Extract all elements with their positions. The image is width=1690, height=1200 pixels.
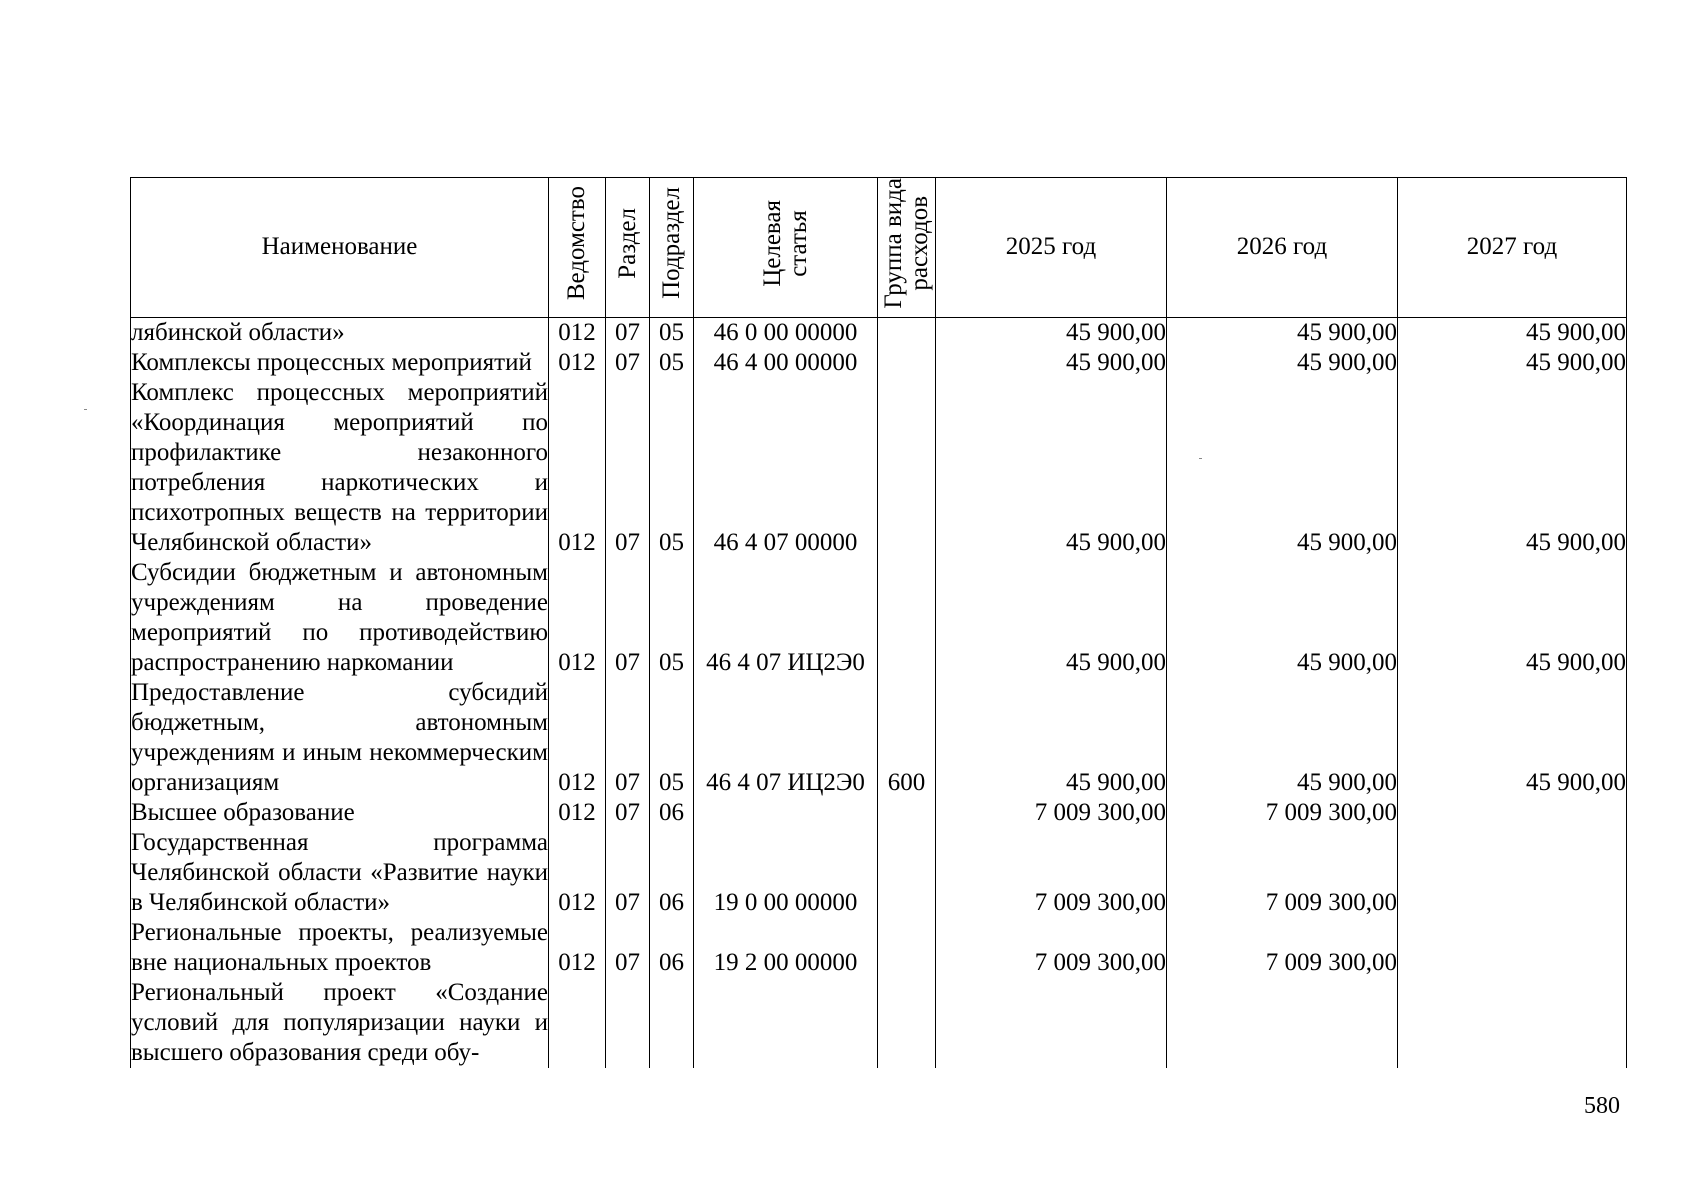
row-gruppa [878,918,936,978]
row-razdel: 07 [606,558,650,678]
table-row [131,348,1627,378]
row-gruppa [878,798,936,828]
row-razdel [606,978,650,1068]
row-amount-2026: 7 009 300,00 [1167,828,1398,918]
row-celevaya-statya: 46 0 00 00000 [694,317,878,348]
page-number: 580 [1584,1093,1620,1119]
table-header-row [131,178,1627,318]
row-amount-2027: 45 900,00 [1398,317,1627,348]
scan-speck [84,409,87,410]
header-celevaya-statya: Целевая статья [694,178,878,318]
row-amount-2026: 7 009 300,00 [1167,798,1398,828]
row-amount-2027: 45 900,00 [1398,378,1627,558]
row-gruppa [878,978,936,1068]
row-amount-2027 [1398,828,1627,918]
row-amount-2027: 45 900,00 [1398,348,1627,378]
scan-speck [1199,458,1202,459]
row-vedomstvo [549,978,606,1068]
row-gruppa [878,378,936,558]
row-razdel: 07 [606,378,650,558]
table-row [131,918,1627,978]
table-row [131,978,1627,1068]
header-year-2026: 2026 год [1167,178,1398,318]
row-razdel: 07 [606,317,650,348]
row-amount-2026: 45 900,00 [1167,678,1398,798]
table-row [131,798,1627,828]
row-vedomstvo: 012 [549,798,606,828]
header-year-2025: 2025 год [936,178,1167,318]
row-name: лябинской области» [131,317,549,348]
row-celevaya-statya: 19 2 00 00000 [694,918,878,978]
row-name: Предоставление субсидий бюджетным, автономным учреждениям и иным некоммерческим организациям [131,678,548,796]
row-podrazdel: 06 [650,828,694,918]
row-name: Комплексы процессных мероприятий [131,348,549,378]
row-vedomstvo: 012 [549,558,606,678]
row-name: Региональные проекты, реализуемые вне национальных проектов [131,918,548,976]
row-amount-2025: 45 900,00 [936,378,1167,558]
row-name: Региональный проект «Создание условий для популяризации науки и высшего образования среди обу- [131,978,548,1066]
row-amount-2025: 7 009 300,00 [936,918,1167,978]
row-celevaya-statya: 46 4 07 ИЦ2Э0 [694,558,878,678]
row-amount-2025: 45 900,00 [936,678,1167,798]
row-amount-2026: 45 900,00 [1167,378,1398,558]
row-podrazdel: 06 [650,798,694,828]
row-podrazdel: 05 [650,348,694,378]
row-vedomstvo: 012 [549,378,606,558]
row-podrazdel: 05 [650,378,694,558]
header-year-2027: 2027 год [1398,178,1627,318]
table-row [131,378,1627,558]
row-celevaya-statya: 46 4 00 00000 [694,348,878,378]
row-name: Высшее образование [131,798,549,828]
row-amount-2025: 7 009 300,00 [936,798,1167,828]
row-amount-2027: 45 900,00 [1398,678,1627,798]
row-amount-2027 [1398,978,1627,1068]
row-podrazdel: 05 [650,678,694,798]
row-amount-2025: 45 900,00 [936,348,1167,378]
row-vedomstvo: 012 [549,317,606,348]
row-celevaya-statya [694,978,878,1068]
table-row [131,828,1627,918]
row-amount-2025: 45 900,00 [936,317,1167,348]
row-vedomstvo: 012 [549,348,606,378]
row-amount-2026: 7 009 300,00 [1167,918,1398,978]
row-amount-2027: 45 900,00 [1398,558,1627,678]
row-amount-2025: 7 009 300,00 [936,828,1167,918]
row-razdel: 07 [606,678,650,798]
budget-table [130,177,1627,1068]
row-amount-2026 [1167,978,1398,1068]
row-amount-2026: 45 900,00 [1167,348,1398,378]
row-name: Государственная программа Челябинской области «Развитие науки в Челябинской области» [131,828,548,916]
header-razdel: Раздел [606,178,650,318]
table-row [131,678,1627,798]
row-amount-2027 [1398,918,1627,978]
row-vedomstvo: 012 [549,828,606,918]
row-celevaya-statya [694,798,878,828]
row-celevaya-statya: 46 4 07 ИЦ2Э0 [694,678,878,798]
row-amount-2026: 45 900,00 [1167,317,1398,348]
row-amount-2027 [1398,798,1627,828]
row-gruppa [878,317,936,348]
row-podrazdel: 05 [650,558,694,678]
row-amount-2025 [936,978,1167,1068]
row-razdel: 07 [606,828,650,918]
header-vedomstvo: Ведомство [549,178,606,318]
row-razdel: 07 [606,798,650,828]
row-name: Субсидии бюджетным и автономным учреждениям на проведение мероприятий по противодействию распространению наркомании [131,558,548,676]
row-amount-2025: 45 900,00 [936,558,1167,678]
row-podrazdel: 06 [650,918,694,978]
row-gruppa: 600 [878,678,936,798]
row-vedomstvo: 012 [549,918,606,978]
row-gruppa [878,828,936,918]
row-gruppa [878,348,936,378]
header-name: Наименование [131,178,549,318]
header-gruppa-vida-raskhodov: Группа вида расходов [878,178,936,318]
row-razdel: 07 [606,918,650,978]
header-podrazdel: Подраздел [650,178,694,318]
row-gruppa [878,558,936,678]
row-celevaya-statya: 46 4 07 00000 [694,378,878,558]
row-podrazdel: 05 [650,317,694,348]
table-row [131,558,1627,678]
row-podrazdel [650,978,694,1068]
table-row [131,317,1627,348]
row-name: Комплекс процессных мероприятий «Координация мероприятий по профилактике незаконного потребления наркотических и психотропных веществ на территории Челябинской области» [131,378,548,556]
row-vedomstvo: 012 [549,678,606,798]
row-celevaya-statya: 19 0 00 00000 [694,828,878,918]
row-amount-2026: 45 900,00 [1167,558,1398,678]
row-razdel: 07 [606,348,650,378]
